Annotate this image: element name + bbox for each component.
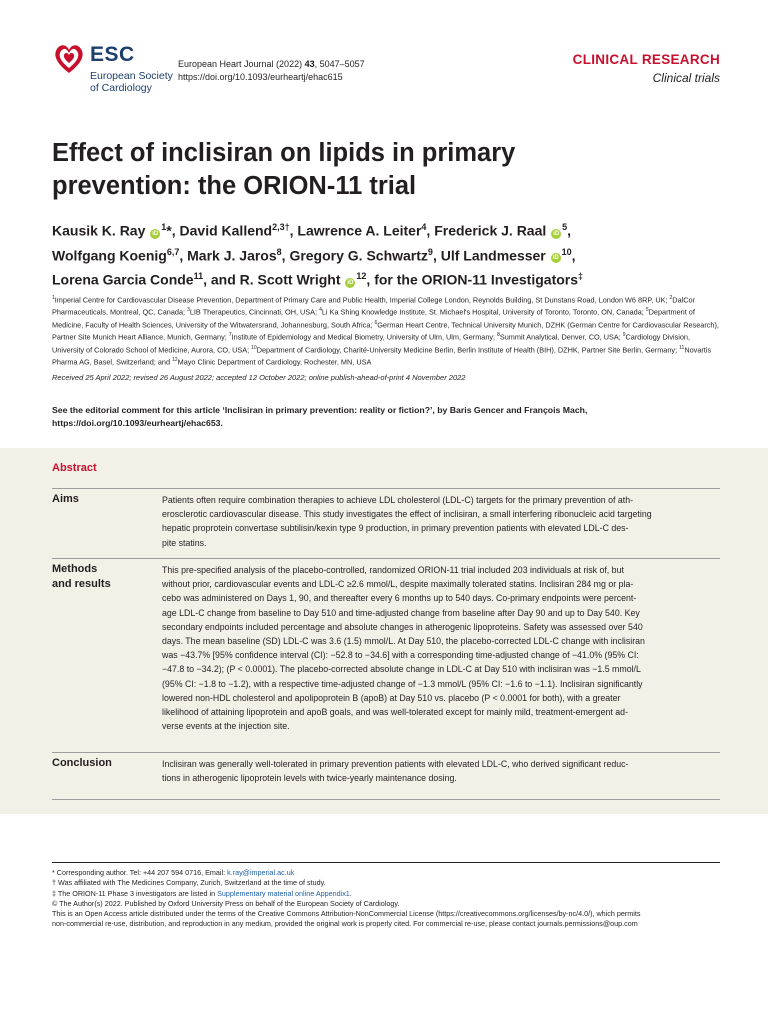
author-affiliation: 8 (276, 246, 282, 257)
abstract-divider (52, 799, 720, 800)
page-header (52, 42, 720, 98)
author-separator: , (289, 222, 298, 239)
abstract-panel (0, 448, 768, 814)
affiliations (52, 293, 720, 368)
author-mark: † (284, 222, 290, 232)
affiliation-number: 1 (52, 295, 55, 301)
author-name[interactable]: Wolfgang Koenig (52, 247, 167, 264)
journal-doi-link[interactable]: https://doi.org/10.1093/eurheartj/ehac615 (178, 72, 343, 82)
affiliation-text: Department of Cardiology, Charité-University Medicine Berlin, Berlin Institute of Health (BIH), DZHK, Partner Site Berlin, Germany; (256, 345, 680, 355)
author-affiliation: 10 (561, 246, 572, 257)
investigators-note (52, 889, 720, 899)
footnote-text: * Corresponding author. Tel: +44 207 594 0716, Email: (52, 868, 228, 877)
supplementary-link[interactable]: Supplementary material online Appendix1 (217, 888, 350, 898)
author-separator: , (179, 247, 188, 264)
aims-label: Aims (52, 493, 79, 505)
text-line: days. The mean baseline (SD) LDL-C was 3.6 (1.5) mmol/L. At Day 510, the placebo-corrected LDL-C change with inclisiran (162, 636, 645, 647)
author-list (52, 217, 732, 291)
affiliation-text: Li Ka Shing Knowledge Institute, St. Michael's Hospital, University of Toronto, Toronto, ON, Canada; (321, 307, 646, 317)
text-line: cebo was administered on Days 1, 90, and thereafter every 6 months up to 540 days. Co-primary endpoints were percent- (162, 593, 637, 604)
text-line: (95% CI: −1.8 to −1.2), with a respective time-adjusted change of −1.3 mmol/L (95% CI: −1.6 to −1.1). Inclisiran significantly (162, 678, 643, 689)
affiliation-text: Mayo Clinic Department of Cardiology, Rochester, MN, USA (177, 357, 372, 367)
editorial-line: See the editorial comment for this article ‘Inclisiran in primary prevention: reality or fiction?’, by Baris Gencer and François Mach, (52, 405, 588, 415)
methods-label (52, 562, 147, 592)
author-separator: , (432, 247, 441, 264)
title-line: Effect of inclisiran on lipids in primary (52, 139, 516, 167)
author-separator: , (171, 222, 180, 239)
affiliation-text: LIB Therapeutics, Cincinnati, OH, USA; (189, 307, 320, 317)
orcid-icon[interactable]: iD (552, 255, 559, 262)
author-affiliation: 12 (356, 271, 367, 282)
affiliation-number: 10 (251, 344, 257, 351)
methods-text (162, 563, 720, 733)
text-line: age LDL-C change from baseline to Day 510 and time-adjusted change from baseline after Day 90 and up to Day 540. Key (162, 607, 640, 618)
author-separator: , (567, 222, 572, 239)
orcid-icon[interactable]: iD (553, 230, 560, 237)
journal-citation (178, 58, 365, 84)
text-line: secondary endpoints included percentage and absolute changes in atherogenic lipoproteins. Safety was assessed over 540 (162, 621, 643, 632)
section-label (573, 52, 720, 85)
journal-volume: 43 (304, 59, 315, 69)
author-separator: , (571, 247, 576, 264)
abstract-heading: Abstract (52, 462, 97, 474)
methods-label-line: Methods (52, 563, 98, 575)
footnote-text: ‡ The ORION-11 Phase 3 investigators are listed in (52, 888, 218, 898)
text-line: pite statins. (162, 537, 207, 548)
logo-subtitle-line1: European Society (90, 70, 173, 82)
affiliation-text: Imperial Centre for Cardiovascular Disease Prevention, Department of Primary Care and Public Health, Imperial College London, Reynolds Building, St Dunstans Road, London W6 8RP, UK; (54, 295, 670, 305)
author-affiliation: 5 (562, 222, 568, 232)
author-affiliation: 11 (193, 271, 204, 282)
author-separator: , (366, 271, 375, 288)
investigators-group: for the ORION-11 Investigators (374, 271, 579, 288)
investigators-mark: ‡ (578, 271, 584, 282)
section-subtitle: Clinical trials (652, 71, 720, 85)
logo-subtitle-line2: of Cardiology (90, 82, 152, 94)
author-separator: , (281, 247, 290, 264)
abstract-conclusion-row (52, 752, 720, 799)
author-name[interactable]: Lawrence A. Leiter (297, 222, 422, 239)
text-line: Patients often require combination therapies to achieve LDL cholesterol (LDL-C) targets for the primary prevention of ath- (162, 495, 634, 505)
corresponding-author-note (52, 868, 720, 878)
article-title (52, 137, 732, 203)
heart-logo-icon (52, 42, 86, 76)
author-name[interactable]: R. Scott Wright (239, 271, 341, 288)
footnote-text: . (349, 888, 352, 898)
editorial-link[interactable]: https://doi.org/10.1093/eurheartj/ehac653. (52, 418, 223, 428)
text-line: verse events at the injection site. (162, 721, 290, 732)
license-line: non-commercial re-use, distribution, and reproduction in any medium, provided the original work is properly cited. For commercial re-use, please contact journals.permissions@oup.com (52, 919, 638, 929)
abstract-aims-row (52, 488, 720, 558)
author-name[interactable]: David Kallend (179, 222, 273, 239)
affiliation-number: 5 (645, 307, 649, 314)
text-line: without prior, cardiovascular events and LDL-C ≥2.6 mmol/L, despite maximally tolerated statins. Inclisiran 284 mg or pla- (162, 579, 634, 590)
affiliation-number: 2 (669, 295, 673, 301)
affiliation-number: 9 (622, 332, 626, 339)
author-name[interactable]: Gregory G. Schwartz (289, 247, 428, 264)
aims-text (162, 493, 720, 550)
text-line: lowered non-HDL cholesterol and apolipoprotein B (apoB) at Day 510 vs. placebo (P < 0.0001 for both), with a greater (162, 692, 621, 703)
affiliation-note: † Was affiliated with The Medicines Company, Zurich, Switzerland at the time of study. (52, 878, 326, 888)
conclusion-text (162, 757, 720, 785)
journal-name: European Heart Journal (2022) (178, 59, 305, 69)
editorial-note (52, 404, 720, 430)
author-affiliation: 4 (421, 222, 427, 232)
orcid-icon[interactable]: iD (152, 230, 159, 237)
author-affiliation: 2,3 (272, 222, 285, 232)
received-dates: Received 25 April 2022; revised 26 August 2022; accepted 12 October 2022; online publish-ahead-of-print 4 November 2022 (52, 373, 466, 382)
author-name[interactable]: Kausik K. Ray (52, 222, 146, 239)
author-name[interactable]: Mark J. Jaros (187, 247, 277, 264)
affiliation-number: 7 (228, 332, 232, 339)
text-line: erosclerotic cardiovascular disease. This study investigates the effect of inclisiran, a small interfering ribonucleic acid targeting (162, 509, 652, 520)
author-separator: , (426, 222, 435, 239)
affiliation-number: 4 (319, 307, 322, 314)
author-mark: * (166, 222, 172, 239)
affiliation-text: Novartis Pharma AG, Basel, Switzerland; and (52, 345, 712, 367)
text-line: −47.8 to −34.2); (P < 0.0001). The placebo-corrected absolute change in LDL-C at Day 510 with inclisiran was −1.5 mmol/L (162, 664, 641, 675)
affiliation-text: Department of Medicine, Faculty of Health Sciences, University of the Witwatersrand, Johannesburg, South Africa; (52, 307, 695, 330)
affiliation-text: German Heart Centre, Technical University Munich, DZHK (German Centre for Cardiovascular Research), Partner Site Munich Heart Alliance, Munich, Germany; (52, 320, 719, 342)
title-line: prevention: the ORION-11 trial (52, 172, 417, 200)
author-name[interactable]: Lorena Garcia Conde (52, 271, 194, 288)
author-affiliation: 9 (427, 246, 433, 257)
abstract-methods-row (52, 558, 720, 752)
affiliation-number: 12 (172, 357, 178, 364)
copyright-note: © The Author(s) 2022. Published by Oxford University Press on behalf of the European Society of Cardiology. (52, 898, 400, 908)
author-affiliation: 6,7 (166, 246, 180, 257)
email-link[interactable]: k.ray@imperial.ac.uk (227, 868, 295, 877)
text-line: was −43.7% [95% confidence interval (CI): −52.8 to −34.6] with a corresponding time-adjusted change of −41.0% (95% CI: (162, 650, 639, 661)
affiliation-number: 6 (374, 319, 378, 326)
author-name[interactable]: Frederick J. Raal (434, 222, 547, 239)
methods-label-line: and results (52, 578, 111, 590)
conclusion-label: Conclusion (52, 757, 112, 769)
logo-wordmark: ESC (90, 43, 135, 66)
affiliation-text: DalCor Pharmaceuticals, Montreal, QC, Canada; (52, 295, 696, 317)
esc-logo (52, 42, 172, 98)
author-name[interactable]: Ulf Landmesser (440, 247, 546, 264)
section-title: CLINICAL RESEARCH (572, 52, 720, 67)
journal-pages: , 5047–5057 (314, 59, 365, 69)
footnotes (52, 862, 720, 930)
orcid-icon[interactable]: iD (347, 279, 354, 286)
author-separator: , and (203, 271, 240, 288)
license-line: This is an Open Access article distributed under the terms of the Creative Commons Attribution-NonCommercial License (https://creativecommons.org/licenses/by-nc/4.0/), which permits (52, 909, 641, 919)
affiliation-number: 3 (187, 307, 190, 314)
affiliation-text: Summit Analytical, Denver, CO, USA; (499, 332, 623, 342)
text-line: likelihood of attaining lipoprotein and apoB goals, and was well-tolerated except for mainly mild, treatment-emergent ad- (162, 707, 629, 718)
text-line: Inclisiran was generally well-tolerated in primary prevention patients with elevated LDL-C, who derived significant reduc- (162, 759, 629, 769)
affiliation-text: Institute of Epidemiology and Medical Biometry, University of Ulm, Ulm, Germany; (231, 332, 498, 342)
affiliation-number: 11 (679, 344, 685, 351)
text-line: tions in atherogenic lipoprotein levels with twice-yearly maintenance dosing. (162, 773, 457, 784)
affiliation-number: 8 (497, 332, 500, 339)
text-line: hepatic proprotein convertase subtilisin/kexin type 9 production, in primary prevention patients with elevated LDL-C des- (162, 523, 629, 534)
text-line: This pre-specified analysis of the placebo-controlled, randomized ORION-11 trial included 203 individuals at risk of, but (162, 565, 624, 575)
author-affiliation: 1 (161, 222, 167, 232)
affiliation-text: Cardiology Division, University of Colorado School of Medicine, Aurora, CO, USA; (52, 332, 691, 355)
